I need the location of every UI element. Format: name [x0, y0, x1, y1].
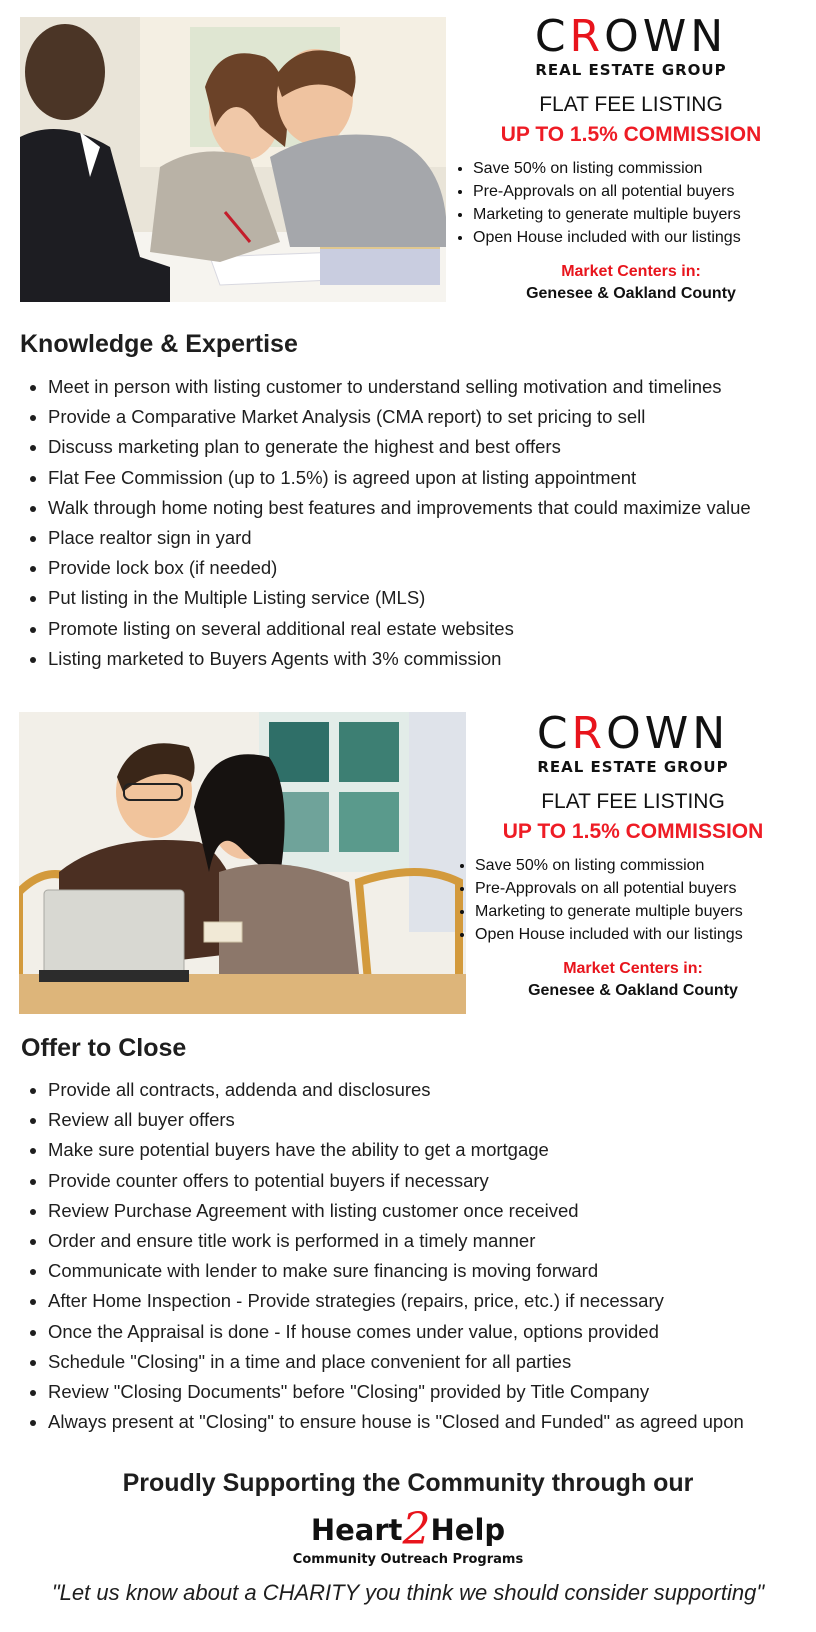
list-item: • Once the Appraisal is done - If house comes under value, options provided: [48, 1317, 816, 1347]
list-item: • Promote listing on several additional real estate websites: [48, 614, 816, 644]
benefit-item: • Pre-Approvals on all potential buyers: [473, 180, 809, 203]
benefit-item: • Save 50% on listing commission: [473, 157, 809, 180]
flyer-info-top: [453, 11, 809, 303]
crown-logo-subtitle: REAL ESTATE GROUP: [535, 61, 727, 79]
list-item: • Meet in person with listing customer to understand selling motivation and timelines: [48, 372, 816, 402]
flyer-info-bottom: [455, 708, 811, 1000]
list-item: • Provide lock box (if needed): [48, 553, 816, 583]
list-item: • Discuss marketing plan to generate the highest and best offers: [48, 432, 816, 462]
list-item: • Review "Closing Documents" before "Closing" provided by Title Company: [48, 1377, 816, 1407]
knowledge-list: [22, 372, 816, 674]
market-centers-label: Market Centers in:: [561, 263, 701, 280]
list-item: • Always present at "Closing" to ensure house is "Closed and Funded" as agreed upon: [48, 1407, 816, 1437]
photo-couple-laptop: [19, 712, 466, 1014]
list-item: • Schedule "Closing" in a time and place convenient for all parties: [48, 1347, 816, 1377]
benefit-item: • Open House included with our listings: [475, 923, 811, 946]
list-item: • Provide a Comparative Market Analysis (CMA report) to set pricing to sell: [48, 402, 816, 432]
flat-fee-label: FLAT FEE LISTING: [539, 93, 723, 116]
list-item: • Communicate with lender to make sure financing is moving forward: [48, 1256, 816, 1286]
list-item: • Put listing in the Multiple Listing service (MLS): [48, 583, 816, 613]
commission-label: UP TO 1.5% COMMISSION: [502, 820, 764, 843]
benefit-item: • Marketing to generate multiple buyers: [473, 203, 809, 226]
offer-heading: Offer to Close: [21, 1034, 187, 1062]
list-item: • Place realtor sign in yard: [48, 523, 816, 553]
offer-list: [22, 1075, 816, 1437]
list-item: • After Home Inspection - Provide strategies (repairs, price, etc.) if necessary: [48, 1286, 816, 1316]
heart2help-logo: Heart2Help Community Outreach Programs: [0, 1510, 816, 1567]
list-item: • Make sure potential buyers have the ability to get a mortgage: [48, 1135, 816, 1165]
community-heading: Proudly Supporting the Community through our: [122, 1469, 694, 1497]
benefits-list: [453, 157, 809, 249]
commission-label: UP TO 1.5% COMMISSION: [500, 123, 762, 146]
list-item: • Review Purchase Agreement with listing customer once received: [48, 1196, 816, 1226]
market-centers-value: Genesee & Oakland County: [526, 285, 736, 302]
list-item: • Walk through home noting best features and improvements that could maximize value: [48, 493, 816, 523]
crown-logo: CROWN: [536, 708, 730, 759]
benefit-item: • Save 50% on listing commission: [475, 854, 811, 877]
benefits-list: [455, 854, 811, 946]
benefit-item: • Marketing to generate multiple buyers: [475, 900, 811, 923]
knowledge-heading: Knowledge & Expertise: [20, 330, 298, 358]
crown-logo-subtitle: REAL ESTATE GROUP: [537, 758, 729, 776]
list-item: • Flat Fee Commission (up to 1.5%) is agreed upon at listing appointment: [48, 463, 816, 493]
flat-fee-label: FLAT FEE LISTING: [541, 790, 725, 813]
benefit-item: • Open House included with our listings: [473, 226, 809, 249]
list-item: • Review all buyer offers: [48, 1105, 816, 1135]
benefit-item: • Pre-Approvals on all potential buyers: [475, 877, 811, 900]
photo-couple-signing: [20, 17, 446, 302]
list-item: • Provide all contracts, addenda and disclosures: [48, 1075, 816, 1105]
list-item: • Provide counter offers to potential buyers if necessary: [48, 1166, 816, 1196]
list-item: • Order and ensure title work is performed in a timely manner: [48, 1226, 816, 1256]
market-centers-value: Genesee & Oakland County: [528, 982, 738, 999]
heart2help-subtitle: Community Outreach Programs: [292, 1552, 524, 1567]
market-centers-label: Market Centers in:: [563, 960, 703, 977]
crown-logo: CROWN: [534, 11, 728, 62]
list-item: • Listing marketed to Buyers Agents with 3% commission: [48, 644, 816, 674]
charity-quote: "Let us know about a CHARITY you think we should consider supporting": [51, 1580, 765, 1605]
